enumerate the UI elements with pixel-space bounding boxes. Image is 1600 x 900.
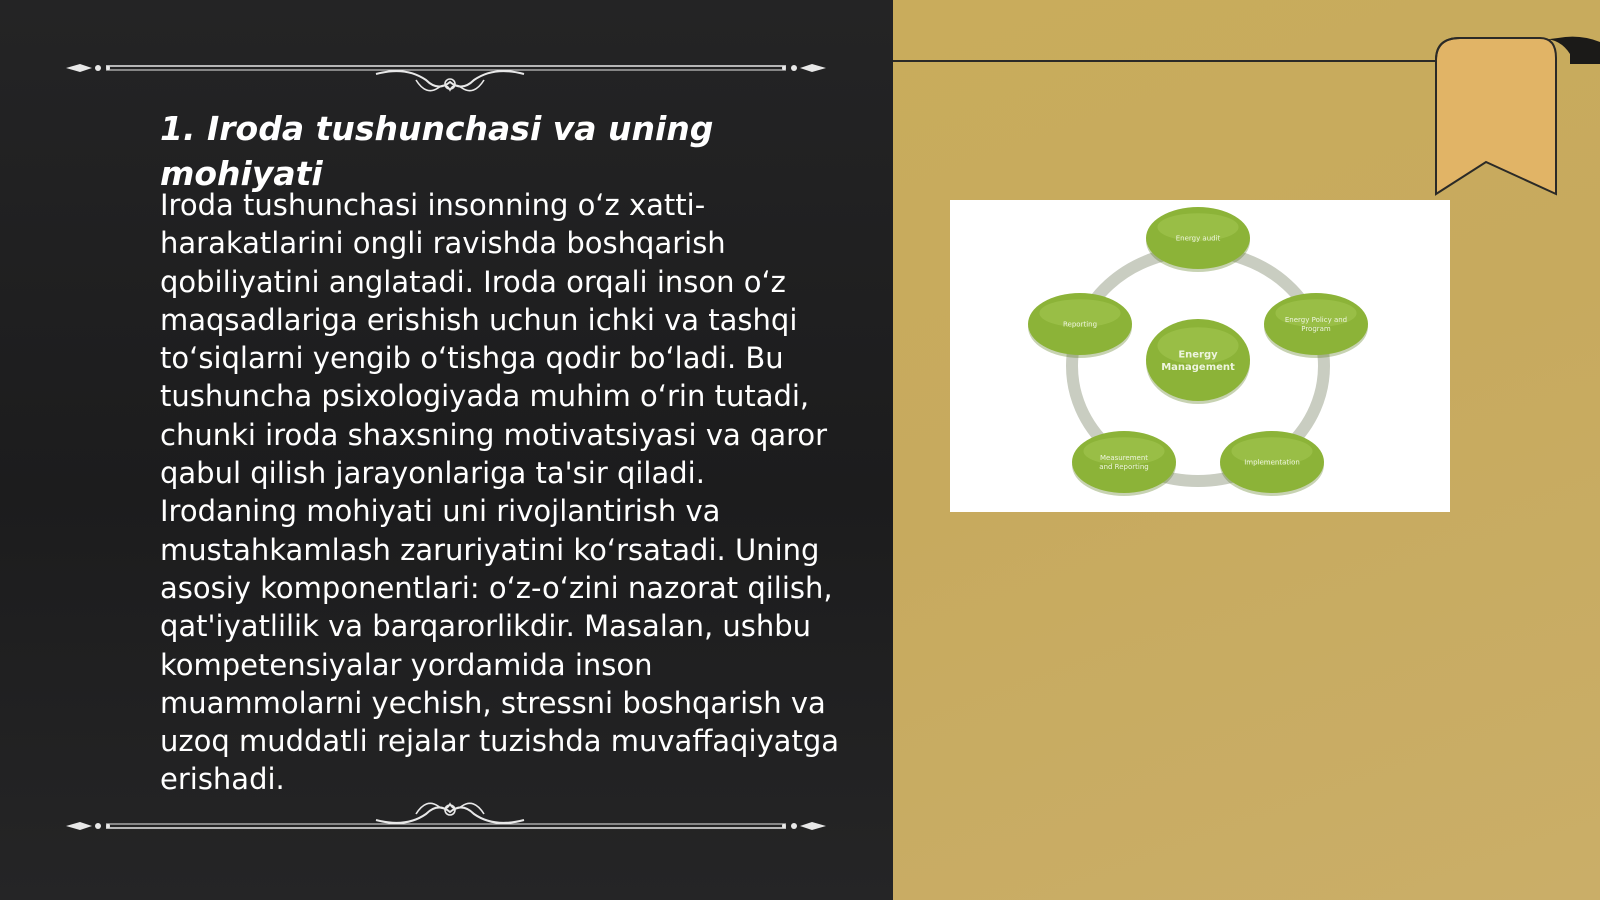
- cycle-center-node-label: Management: [1161, 361, 1235, 373]
- cycle-node-4-label: and Reporting: [1099, 462, 1149, 471]
- slide-body-text: Iroda tushunchasi insonning o‘z xatti-harakatlarini ongli ravishda boshqarish qobiliyatini anglatadi. Iroda orqali inson o‘z maqsadlariga erishish uchun ichki va tashqi to‘siqlarni yengib o‘tishga qodir bo‘ladi. Bu tushuncha psixologiyada muhim o‘rin tutadi, chunki iroda shaxsning motivatsiyasi va qaror qabul qilish jarayonlariga ta'sir qiladi. Irodaning mohiyati uni rivojlantirish va mustahkamlash zaruriyatini ko‘rsatadi. Uning asosiy komponentlari: o‘z-o‘zini nazorat qilish, qat'iyatlilik va barqarorlikdir. Masalan, ushbu kompetensiyalar yordamida inson muammolarni yechish, stressni boshqarish va uzoq muddatli rejalar tuzishda muvaffaqiyatga erishadi.: [160, 188, 839, 797]
- cycle-node-4-label: Measurement: [1099, 454, 1149, 463]
- cycle-node-1-label: Energy audit: [1175, 234, 1221, 243]
- right-divider-line: [893, 60, 1453, 62]
- cycle-center-node: [1146, 319, 1250, 404]
- energy-management-cycle-diagram: [950, 200, 1450, 512]
- cycle-node-3: [1220, 431, 1324, 496]
- cycle-node-2: [1264, 293, 1368, 358]
- cycle-node-4: [1072, 431, 1176, 496]
- top-ornament-divider: [66, 40, 826, 100]
- cycle-node-2-label: Program: [1301, 324, 1331, 333]
- cycle-node-5: [1028, 293, 1132, 358]
- cycle-node-5-label: Reporting: [1062, 320, 1098, 329]
- bookmark-ribbon-icon: [1430, 30, 1600, 205]
- slide-title: 1. Iroda tushunchasi va uning mohiyati: [160, 109, 714, 193]
- cycle-node-2-label: Energy Policy and: [1284, 316, 1348, 325]
- cycle-node-3-label: Implementation: [1244, 458, 1300, 467]
- cycle-center-node-label: Energy: [1178, 349, 1218, 361]
- cycle-node-1: [1146, 207, 1250, 272]
- cycle-diagram-svg: [950, 200, 1450, 512]
